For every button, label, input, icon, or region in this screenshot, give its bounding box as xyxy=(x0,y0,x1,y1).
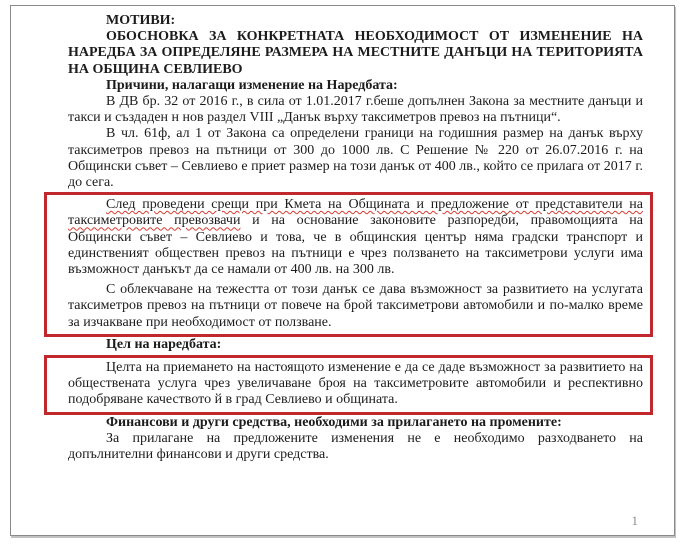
document-page xyxy=(10,5,675,536)
goal-paragraph: Целта на приемането на настоящото изменение е да се даде възможност за развитието на обществената услуга чрез увеличаване броя на таксиметровите автомобили и респективно подобряване качеството й в град Севлиево и общината. xyxy=(68,360,643,408)
document-title: МОТИВИ: xyxy=(106,13,176,28)
finance-heading: Финансови и други средства, необходими за прилагането на промените: xyxy=(106,414,562,430)
page-number: 1 xyxy=(631,513,638,528)
highlight-paragraph-1 xyxy=(68,197,643,278)
reasons-heading: Причини, налагащи изменение на Наредбата: xyxy=(106,77,398,93)
finance-paragraph: За прилагане на предложените изменения не е необходимо разходването на допълнителни финансови и други средства. xyxy=(68,430,643,463)
goal-heading: Цел на наредбата: xyxy=(106,336,222,352)
reasons-paragraph-1: В ДВ бр. 32 от 2016 г., в сила от 1.01.2017 г.беше допълнен Закона за местните данъци и такси и създаден н нов раздел VIII „Данък върху таксиметров превоз на пътници“. xyxy=(68,94,643,126)
highlight-paragraph-1-rest: и на основание законовите разпоредби, правомощията на Общински съвет – Севлиево и това, че в общинския център няма градски транспорт и единственият обществен превоз на пътници е чрез ползването на таксиметрови услуги има възможност данъкът да се намали от 400 лв. на 300 лв. xyxy=(68,213,644,278)
reasons-paragraph-2: В чл. 61ф, ал 1 от Закона са определени граници на годишния размер на данък върху таксиметров превоз на пътници от 300 до 1000 лв. С Решение № 220 от 26.07.2016 г. на Общински съвет – Севлиево е приет размер на този данък от 400 лв., който се прилага от 2017 г. до сега. xyxy=(68,126,643,191)
highlight-box-goal xyxy=(44,355,653,415)
highlight-paragraph-2: С облекчаване на тежестта от този данък се дава възможност за развитието на услугата таксиметров превоз на пътници от повече на брой таксиметрови автомобили и по-малко време за изчакване при необходимост от ползване. xyxy=(68,282,643,330)
document-subtitle: ОБОСНОВКА ЗА КОНКРЕТНАТА НЕОБХОДИМОСТ ОТ ИЗМЕНЕНИЕ НА НАРЕДБА ЗА ОПРЕДЕЛЯНЕ РАЗМЕРА НА МЕСТНИТЕ ДАНЪЦИ НА ТЕРИТОРИЯТА НА ОБЩИНА СЕВЛИЕВО xyxy=(68,29,643,77)
spellchecked-phrase: След проведени срещи при Кмета на Общината и предложение от представители на таксиметровите превозвачи xyxy=(68,197,643,229)
highlight-box-taxi xyxy=(44,192,653,337)
document-body xyxy=(68,13,643,463)
